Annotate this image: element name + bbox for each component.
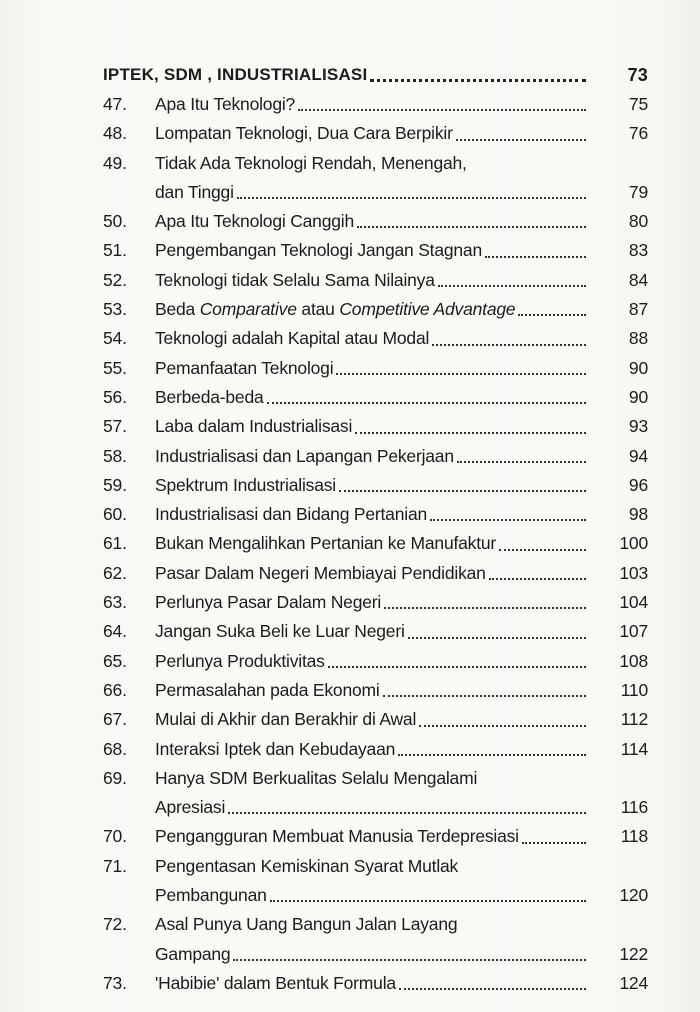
toc-entry (103, 764, 648, 793)
entry-title-line2: Gampang (155, 943, 231, 964)
entry-page-number: 84 (628, 269, 648, 290)
toc-entry (103, 617, 648, 646)
entry-page-number: 79 (628, 181, 648, 202)
entry-number: 59. (103, 474, 127, 495)
entry-page-number: 80 (628, 211, 648, 232)
dot-leader (339, 489, 586, 492)
entry-page-number: 104 (619, 592, 648, 613)
entry-page-number: 122 (619, 943, 648, 964)
entry-number: 67. (103, 709, 127, 730)
toc-entry (103, 90, 648, 119)
entry-page-number: 88 (628, 328, 648, 349)
entry-title: Apa Itu Teknologi? (155, 94, 296, 114)
entry-page-number: 96 (628, 474, 648, 495)
toc-section-heading (103, 60, 648, 90)
toc-entry (103, 822, 648, 851)
entry-title-line1: Pengentasan Kemiskinan Syarat Mutlak (155, 855, 459, 876)
dot-leader (485, 255, 586, 258)
entry-page-number: 94 (628, 445, 648, 466)
entry-title: Laba dalam Industrialisasi (155, 416, 353, 437)
toc-entry (103, 471, 648, 500)
dot-leader (383, 694, 586, 697)
dot-leader (357, 225, 586, 228)
entry-title: Spektrum Industrialisasi (155, 474, 336, 495)
entry-number: 61. (103, 533, 127, 554)
entry-page-number: 118 (620, 826, 648, 847)
entry-title-line2: dan Tinggi (155, 181, 234, 202)
entry-number: 66. (103, 679, 127, 700)
entry-page-number: 116 (620, 797, 648, 818)
entry-number: 48. (103, 123, 127, 144)
dot-leader (370, 78, 586, 82)
entry-number: 69. (103, 767, 127, 788)
toc-entry (103, 910, 648, 939)
entry-page-number: 100 (619, 533, 648, 554)
entry-number: 53. (103, 299, 127, 320)
entry-number: 73. (103, 972, 127, 993)
entry-number: 62. (103, 562, 127, 583)
entry-title: Jangan Suka Beli ke Luar Negeri (155, 621, 405, 642)
entry-title: Mulai di Akhir dan Berakhir di Awal (155, 709, 417, 730)
toc-entry (103, 119, 648, 148)
entry-title: Interaksi Iptek dan Kebudayaan (155, 738, 396, 759)
toc-entry (103, 442, 648, 471)
entry-page-number: 120 (619, 885, 648, 906)
dot-leader (267, 401, 586, 404)
entry-number: 52. (103, 269, 127, 290)
entry-title-italic: Competitive Advantage (339, 299, 516, 320)
toc-entry (103, 149, 648, 178)
dot-leader (430, 518, 586, 521)
entry-page-number: 107 (619, 621, 648, 642)
toc-entry (103, 236, 648, 265)
entry-title: Pasar Dalam Negeri Membiayai Pendidikan (155, 562, 486, 583)
toc-entry-continuation (103, 940, 648, 969)
dot-leader (398, 753, 586, 756)
toc-entry (103, 266, 648, 295)
dot-leader (499, 548, 586, 551)
entry-number: 51. (103, 240, 127, 261)
entry-number: 47. (103, 94, 127, 114)
entry-page-number: 75 (628, 94, 648, 114)
dot-leader (419, 724, 586, 727)
toc-entry (103, 354, 648, 383)
toc-entry (103, 852, 648, 881)
toc-entry (103, 324, 648, 353)
entry-page-number: 108 (619, 650, 648, 671)
entry-number: 60. (103, 504, 127, 525)
entry-number: 50. (103, 211, 127, 232)
entry-page-number: 93 (628, 416, 648, 437)
toc-entry (103, 412, 648, 441)
entry-number: 65. (103, 650, 127, 671)
entry-title-line1: Asal Punya Uang Bangun Jalan Layang (155, 914, 458, 935)
entry-page-number: 124 (619, 972, 648, 993)
dot-leader (489, 577, 586, 580)
toc-entry-continuation (103, 793, 648, 822)
entry-title: Pengangguran Membuat Manusia Terdepresiasi (155, 826, 519, 847)
dot-leader (457, 460, 586, 463)
entry-title-part: atau (296, 299, 340, 320)
entry-title-line1: Hanya SDM Berkualitas Selalu Mengalami (155, 767, 478, 788)
entry-number: 56. (103, 386, 127, 407)
entry-title-line2: Pembangunan (155, 885, 267, 906)
dot-leader (518, 313, 586, 316)
entry-title: Bukan Mengalihkan Pertanian ke Manufaktur (155, 533, 497, 554)
dot-leader (522, 841, 586, 844)
entry-title: Pengembangan Teknologi Jangan Stagnan (155, 240, 482, 261)
dot-leader (456, 138, 586, 141)
dot-leader (270, 899, 586, 902)
table-of-contents (103, 60, 648, 998)
entry-title: Industrialisasi dan Bidang Pertanian (155, 504, 428, 525)
entry-number: 68. (103, 738, 127, 759)
entry-number: 58. (103, 445, 127, 466)
entry-title: Permasalahan pada Ekonomi (155, 679, 380, 700)
entry-title-line1: Tidak Ada Teknologi Rendah, Menengah, (155, 152, 467, 173)
entry-title (155, 295, 515, 324)
entry-number: 63. (103, 592, 127, 613)
toc-entry (103, 500, 648, 529)
entry-number: 55. (103, 357, 127, 378)
toc-entry (103, 735, 648, 764)
entry-title: Teknologi tidak Selalu Sama Nilainya (155, 269, 435, 290)
toc-entry (103, 529, 648, 558)
entry-page-number: 103 (619, 562, 648, 583)
toc-entry (103, 676, 648, 705)
entry-title: Berbeda-beda (155, 386, 264, 407)
entry-page-number: 90 (628, 386, 648, 407)
dot-leader (438, 284, 586, 287)
entry-title: Pemanfaatan Teknologi (155, 357, 334, 378)
entry-page-number: 76 (628, 123, 648, 144)
toc-entry (103, 705, 648, 734)
entry-number: 57. (103, 416, 127, 437)
entry-number: 71. (103, 855, 127, 876)
toc-entry (103, 383, 648, 412)
dot-leader (399, 987, 586, 990)
dot-leader (432, 343, 586, 346)
entry-page-number: 114 (620, 738, 648, 759)
entry-number: 70. (103, 826, 127, 847)
dot-leader (298, 108, 586, 111)
entry-page-number: 90 (628, 357, 648, 378)
entry-title: Teknologi adalah Kapital atau Modal (155, 328, 430, 349)
toc-entry-continuation (103, 881, 648, 910)
entry-title-italic: Comparative (199, 299, 297, 320)
dot-leader (355, 431, 586, 434)
dot-leader (408, 636, 586, 639)
entry-title: Apa Itu Teknologi Canggih (155, 211, 354, 232)
dot-leader (384, 606, 586, 609)
dot-leader (328, 665, 586, 668)
entry-number: 72. (103, 914, 127, 935)
entry-title-part: Beda (155, 299, 200, 320)
entry-page-number: 112 (620, 709, 648, 730)
dot-leader (228, 811, 586, 814)
entry-page-number: 98 (628, 504, 648, 525)
toc-entry (103, 295, 648, 324)
entry-title: Lompatan Teknologi, Dua Cara Berpikir (155, 123, 453, 144)
dot-leader (237, 196, 586, 199)
toc-entry (103, 559, 648, 588)
entry-title: Perlunya Pasar Dalam Negeri (155, 592, 382, 613)
entry-title: Perlunya Produktivitas (155, 650, 325, 671)
entry-number: 54. (103, 328, 127, 349)
entry-page-number: 87 (628, 299, 648, 320)
entry-page-number: 110 (620, 679, 648, 700)
entry-title: 'Habibie' dalam Bentuk Formula (155, 972, 396, 993)
entry-title: Industrialisasi dan Lapangan Pekerjaan (155, 445, 454, 466)
entry-number: 64. (103, 621, 127, 642)
entry-number: 49. (103, 152, 127, 173)
dot-leader (233, 958, 586, 961)
dot-leader (336, 372, 586, 375)
toc-entry (103, 207, 648, 236)
entry-title-line2: Apresiasi (155, 797, 226, 818)
toc-entry (103, 588, 648, 617)
toc-entry-continuation (103, 178, 648, 207)
toc-entry (103, 647, 648, 676)
section-page-number: 73 (627, 65, 648, 85)
toc-entry (103, 969, 648, 998)
entry-page-number: 83 (628, 240, 648, 261)
section-title: IPTEK, SDM , INDUSTRIALISASI (103, 65, 368, 84)
